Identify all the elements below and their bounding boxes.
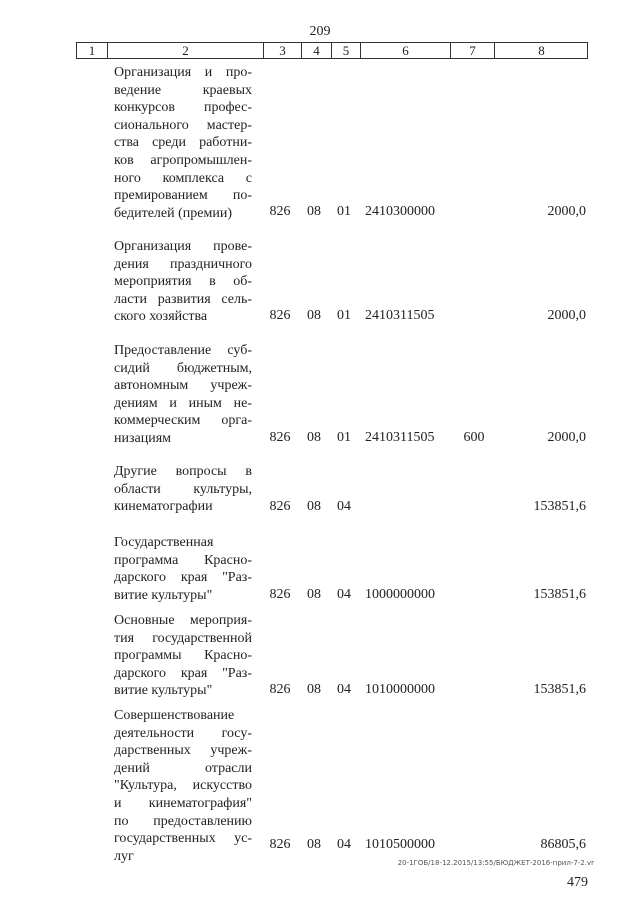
cell-code-5: 04: [337, 587, 351, 602]
row-name: [114, 534, 252, 604]
cell-code-3: 826: [269, 308, 291, 323]
cell-code-6: 2410311505: [365, 308, 435, 323]
cell-code-3: 826: [269, 430, 291, 445]
cell-code-4: 08: [307, 308, 321, 323]
row-name: [114, 612, 252, 700]
cell-code-3: 826: [269, 587, 291, 602]
cell-code-7: 600: [463, 430, 485, 445]
cell-code-6: 1000000000: [365, 587, 435, 602]
row-name: [114, 342, 252, 448]
row-name-line: программа Красно-: [114, 552, 252, 568]
row-name: [114, 463, 252, 516]
row-name-line: витие культуры": [114, 587, 213, 603]
row-name-line: Основные мероприя-: [114, 613, 252, 628]
row-name-line: Совершенствование: [114, 708, 235, 723]
row-name-line: кинематографии: [114, 499, 213, 515]
cell-code-6: 1010500000: [365, 837, 435, 852]
row-name-line: сионального мастер-: [114, 117, 252, 133]
cell-code-4: 08: [307, 499, 321, 514]
cell-amount: 153851,6: [533, 499, 586, 514]
row-name-line: программы Красно-: [114, 648, 252, 664]
row-name: [114, 707, 252, 865]
row-name-line: дений отрасли: [114, 760, 252, 776]
row-name-line: дарского края "Раз-: [114, 665, 252, 681]
footer-file-note: 20-1ГОБ/18-12.2015/13:55/БЮДЖЕТ-2016-прил-7-2.vr: [397, 859, 594, 867]
cell-code-5: 01: [337, 308, 351, 323]
row-name-line: премированием по-: [114, 188, 252, 204]
cell-code-6: 1010000000: [365, 682, 435, 697]
cell-amount: 153851,6: [533, 587, 586, 602]
cell-code-3: 826: [269, 682, 291, 697]
row-name-line: дениям и иным не-: [114, 395, 252, 411]
row-name-line: ведение краевых: [114, 82, 252, 98]
row-name-line: витие культуры": [114, 683, 213, 699]
row-name-line: ков агропромышлен-: [114, 152, 252, 168]
cell-code-5: 04: [337, 837, 351, 852]
row-name-line: Государственная: [114, 535, 214, 550]
cell-code-6: 2410300000: [365, 204, 435, 219]
row-name-line: автономным учреж-: [114, 378, 252, 394]
row-name-line: ного комплекса с: [114, 170, 252, 186]
cell-amount: 2000,0: [547, 204, 586, 219]
header-col-5: 5: [331, 43, 360, 58]
row-name-line: сидий бюджетным,: [114, 360, 252, 376]
cell-code-6: 2410311505: [365, 430, 435, 445]
cell-code-3: 826: [269, 204, 291, 219]
row-name-line: области культуры,: [114, 481, 252, 497]
row-name-line: Предоставление суб-: [114, 343, 252, 358]
cell-code-5: 01: [337, 430, 351, 445]
row-name-line: дения праздничного: [114, 256, 252, 272]
row-name-line: ского хозяйства: [114, 309, 208, 325]
header-col-7: 7: [450, 43, 494, 58]
cell-amount: 86805,6: [540, 837, 586, 852]
row-name-line: Другие вопросы в: [114, 464, 252, 479]
header-col-1: 1: [88, 43, 96, 58]
row-name-line: коммерческим орга-: [114, 413, 252, 429]
header-col-8: 8: [494, 43, 588, 58]
header-col-6: 6: [360, 43, 450, 58]
row-name-line: низациям: [114, 430, 172, 446]
table-header: [76, 42, 588, 59]
page-number: 209: [309, 24, 331, 39]
header-col-4: 4: [301, 43, 331, 58]
row-name-line: дарского края "Раз-: [114, 570, 252, 586]
cell-code-3: 826: [269, 499, 291, 514]
row-name-line: Организация и про-: [114, 65, 252, 80]
header-col-2: 2: [107, 43, 263, 58]
header-col-3: 3: [263, 43, 301, 58]
cell-code-4: 08: [307, 430, 321, 445]
row-name-line: ласти развития сель-: [114, 291, 252, 307]
cell-amount: 2000,0: [547, 308, 586, 323]
cell-code-4: 08: [307, 682, 321, 697]
row-name-line: деятельности госу-: [114, 725, 252, 741]
row-name-line: луг: [114, 848, 134, 864]
cell-code-4: 08: [307, 204, 321, 219]
cell-code-5: 01: [337, 204, 351, 219]
row-name-line: по предоставлению: [114, 813, 252, 829]
row-name-line: Организация прове-: [114, 239, 252, 254]
row-name: [114, 64, 252, 222]
footer-page-number: 479: [567, 875, 588, 890]
cell-code-5: 04: [337, 499, 351, 514]
cell-code-4: 08: [307, 837, 321, 852]
row-name-line: бедителей (премии): [114, 205, 232, 221]
cell-amount: 2000,0: [547, 430, 586, 445]
row-name-line: тия государственной: [114, 630, 252, 646]
row-name-line: и кинематография": [114, 795, 252, 811]
cell-code-3: 826: [269, 837, 291, 852]
row-name-line: мероприятия в об-: [114, 274, 252, 290]
cell-code-5: 04: [337, 682, 351, 697]
cell-code-4: 08: [307, 587, 321, 602]
cell-amount: 153851,6: [533, 682, 586, 697]
row-name: [114, 238, 252, 326]
row-name-line: "Культура, искусство: [114, 778, 252, 794]
row-name-line: государственных ус-: [114, 831, 252, 847]
row-name-line: ства среди работни-: [114, 135, 252, 151]
row-name-line: конкурсов профес-: [114, 100, 252, 116]
row-name-line: дарственных учреж-: [114, 743, 252, 759]
